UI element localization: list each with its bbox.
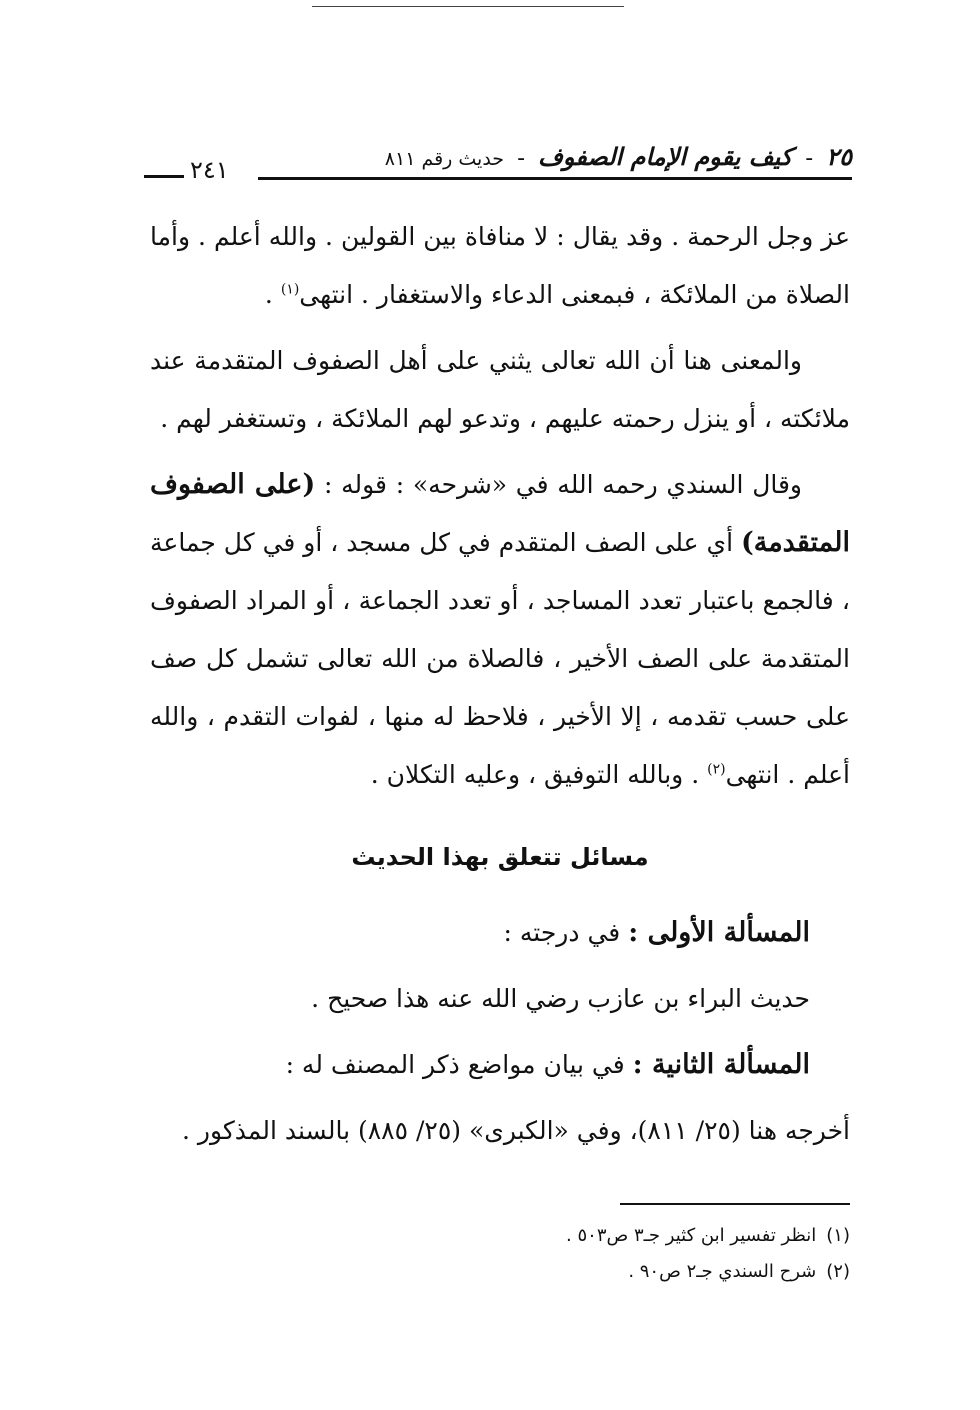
footnote-ref-2[interactable]: (٢)	[707, 761, 726, 778]
header-separator: -	[517, 146, 526, 171]
header-hadith-number: حديث رقم ٨١١	[384, 148, 505, 170]
paragraph-3-body: أي على الصف المتقدم في كل مسجد ، أو في كل جماعة ، فالجمع باعتبار تعدد المساجد ، أو تعدد الجماعة ، أو المراد الصفوف المتقدمة على الصف الأخير ، فالصلاة من الله تعالى تشمل كل صف على حسب تقدمه ، إلا الأخير ، فلاحظ له منها ، لفوات التقدم ، والله أعلم . انتهى	[150, 528, 850, 789]
paragraph-2: والمعنى هنا أن الله تعالى يثني على أهل الصفوف المتقدمة عند ملائكته ، أو ينزل رحمته عليهم ، وتدعو لهم الملائكة ، وتستغفر لهم .	[150, 346, 850, 433]
issue-2-title: في بيان مواضع ذكر المصنف له :	[285, 1050, 633, 1079]
quoted-phrase: (على الصفوف المتقدمة)	[150, 469, 850, 558]
footnote-2-text: شرح السندي جـ٢ ص٩٠ .	[628, 1261, 817, 1282]
issue-1-label: المسألة الأولى :	[628, 917, 810, 948]
header-dash: -	[805, 146, 814, 171]
issue-2	[150, 1036, 810, 1094]
paragraph-1-text: عز وجل الرحمة . وقد يقال : لا منافاة بين القولين . والله أعلم . وأما الصلاة من الملائكة ، فبمعنى الدعاء والاستغفار . انتهى	[150, 222, 850, 309]
footnote-1-number: (١)	[826, 1225, 850, 1246]
footnote-2	[380, 1254, 850, 1290]
paragraph-1	[150, 208, 850, 324]
footnote-ref-1[interactable]: (١)	[280, 281, 300, 298]
issue-2-body: أخرجه هنا (٢٥/ ٨١١)، وفي «الكبرى» (٢٥/ ٨٨٥) بالسند المذكور .	[182, 1116, 850, 1145]
issue-2-label: المسألة الثانية :	[632, 1049, 810, 1080]
header-title	[385, 142, 852, 174]
page-number: ٢٤١	[190, 156, 229, 184]
issue-1-title: في درجته :	[503, 918, 629, 947]
header-rule	[258, 177, 852, 180]
main-text	[150, 208, 850, 1168]
issue-1	[150, 904, 810, 962]
section-heading: مسائل تتعلق بهذا الحديث	[351, 843, 649, 871]
issue-1-body: حديث البراء بن عازب رضي الله عنه هذا صحيح .	[311, 984, 810, 1013]
footnote-1	[380, 1218, 850, 1254]
paragraph-3-intro: وقال السندي رحمه الله في «شرحه» : قوله :	[315, 470, 802, 499]
footnotes	[380, 1218, 850, 1290]
header-chapter-number: ٢٥	[826, 143, 852, 171]
page-number-dash	[144, 175, 184, 178]
footnote-2-number: (٢)	[826, 1261, 850, 1282]
paragraph-1-end: .	[264, 280, 281, 309]
paragraph-3	[150, 456, 850, 804]
top-rule	[312, 6, 624, 7]
footnote-rule	[620, 1203, 850, 1205]
header-book-title: كيف يقوم الإمام الصفوف	[538, 143, 793, 171]
paragraph-3-end: . وبالله التوفيق ، وعليه التكلان .	[370, 760, 708, 789]
footnote-1-text: انظر تفسير ابن كثير جـ٣ ص٥٠٣ .	[566, 1225, 817, 1246]
running-header	[140, 130, 852, 190]
